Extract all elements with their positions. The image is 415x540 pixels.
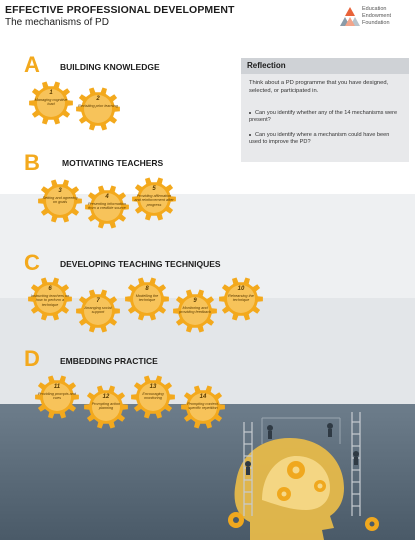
section-title-building-knowledge: BUILDING KNOWLEDGE	[60, 62, 160, 72]
mechanism-label: Prompting context-specific repetition	[187, 402, 219, 411]
reflection-question-text: Can you identify where a mechanism could have been used to improve the PD?	[249, 132, 390, 146]
mechanism-number: 4	[105, 194, 109, 200]
section-title-motivating-teachers: MOTIVATING TEACHERS	[62, 158, 164, 168]
mechanism-label: Providing prompts and cues	[38, 392, 76, 401]
mechanism-label: Prompting action planning	[91, 402, 121, 411]
mechanism-label: Modelling the technique	[135, 294, 159, 303]
eef-logo	[340, 4, 412, 34]
logo-line-1: Education	[362, 6, 387, 12]
reflection-header	[241, 58, 409, 74]
head-silhouette-icon	[235, 438, 344, 540]
mechanism-number: 10	[237, 286, 245, 292]
mechanism-label: Arranging social support	[84, 306, 112, 315]
mechanism-number: 8	[145, 286, 149, 292]
reflection-intro: Think about a PD programme that you have designed, selected, or participated in.	[249, 80, 389, 94]
mechanism-gear-6	[27, 276, 73, 322]
mechanism-label: Revisiting prior learning	[78, 104, 118, 108]
section-letter-b: B	[24, 150, 40, 175]
mechanism-label: Encouraging monitoring	[142, 392, 164, 401]
mechanism-number: 14	[199, 394, 207, 400]
reflection-question-text: Can you identify whether any of the 14 mechanisms were present?	[249, 110, 398, 124]
mechanism-label: Instructing teachers on how to perform a technique	[30, 294, 70, 307]
mechanism-label: Managing cognitive load	[34, 98, 68, 107]
bullet-icon	[249, 134, 251, 136]
head-gears-illustration	[0, 404, 415, 540]
mechanism-number: 9	[193, 298, 197, 304]
page-subtitle: The mechanisms of PD	[5, 17, 109, 28]
mechanism-number: 2	[96, 96, 100, 102]
reflection-panel	[241, 58, 409, 162]
section-title-developing-teaching-techniques: DEVELOPING TEACHING TECHNIQUES	[60, 259, 221, 269]
mechanism-gear-3	[37, 178, 83, 224]
mechanism-number: 6	[48, 286, 52, 292]
section-letter-c: C	[24, 250, 40, 275]
logo-line-3: Foundation	[362, 20, 390, 26]
reflection-question	[249, 110, 401, 124]
mechanism-number: 1	[49, 90, 53, 96]
page-title: EFFECTIVE PROFESSIONAL DEVELOPMENT	[5, 4, 235, 16]
logo-line-2: Endowment	[362, 13, 392, 19]
mechanism-gear-2	[75, 86, 121, 132]
mechanism-number: 3	[58, 188, 62, 194]
mechanism-label: Rehearsing the technique	[228, 294, 254, 303]
reflection-question	[249, 132, 401, 146]
logo-triangles-icon	[340, 6, 360, 28]
gear-icon	[75, 86, 121, 132]
section-letter-a: A	[24, 52, 40, 77]
mechanism-gear-9	[172, 288, 218, 334]
mechanism-number: 13	[149, 384, 157, 390]
mechanism-gear-1	[28, 80, 74, 126]
mechanism-label: Providing affirmation and reinforcement after progress	[134, 194, 174, 207]
page-header	[0, 0, 415, 42]
section-title-embedding-practice: EMBEDDING PRACTICE	[60, 356, 158, 366]
reflection-title: Reflection	[247, 61, 286, 70]
mechanism-gear-5	[131, 176, 177, 222]
mechanism-label: Setting and agreeing on goals	[42, 196, 78, 205]
mechanism-gear-10	[218, 276, 264, 322]
bullet-icon	[249, 112, 251, 114]
mechanism-number: 11	[53, 384, 61, 390]
mechanism-gear-4	[84, 184, 130, 230]
section-letter-d: D	[24, 346, 40, 371]
mechanism-gear-8	[124, 276, 170, 322]
mechanism-label: Monitoring and providing feedback	[179, 306, 211, 315]
mechanism-number: 12	[102, 394, 110, 400]
mechanism-number: 7	[96, 298, 100, 304]
mechanism-gear-7	[75, 288, 121, 334]
mechanism-number: 5	[152, 186, 156, 192]
mechanism-label: Presenting information from a credible source	[88, 202, 126, 211]
